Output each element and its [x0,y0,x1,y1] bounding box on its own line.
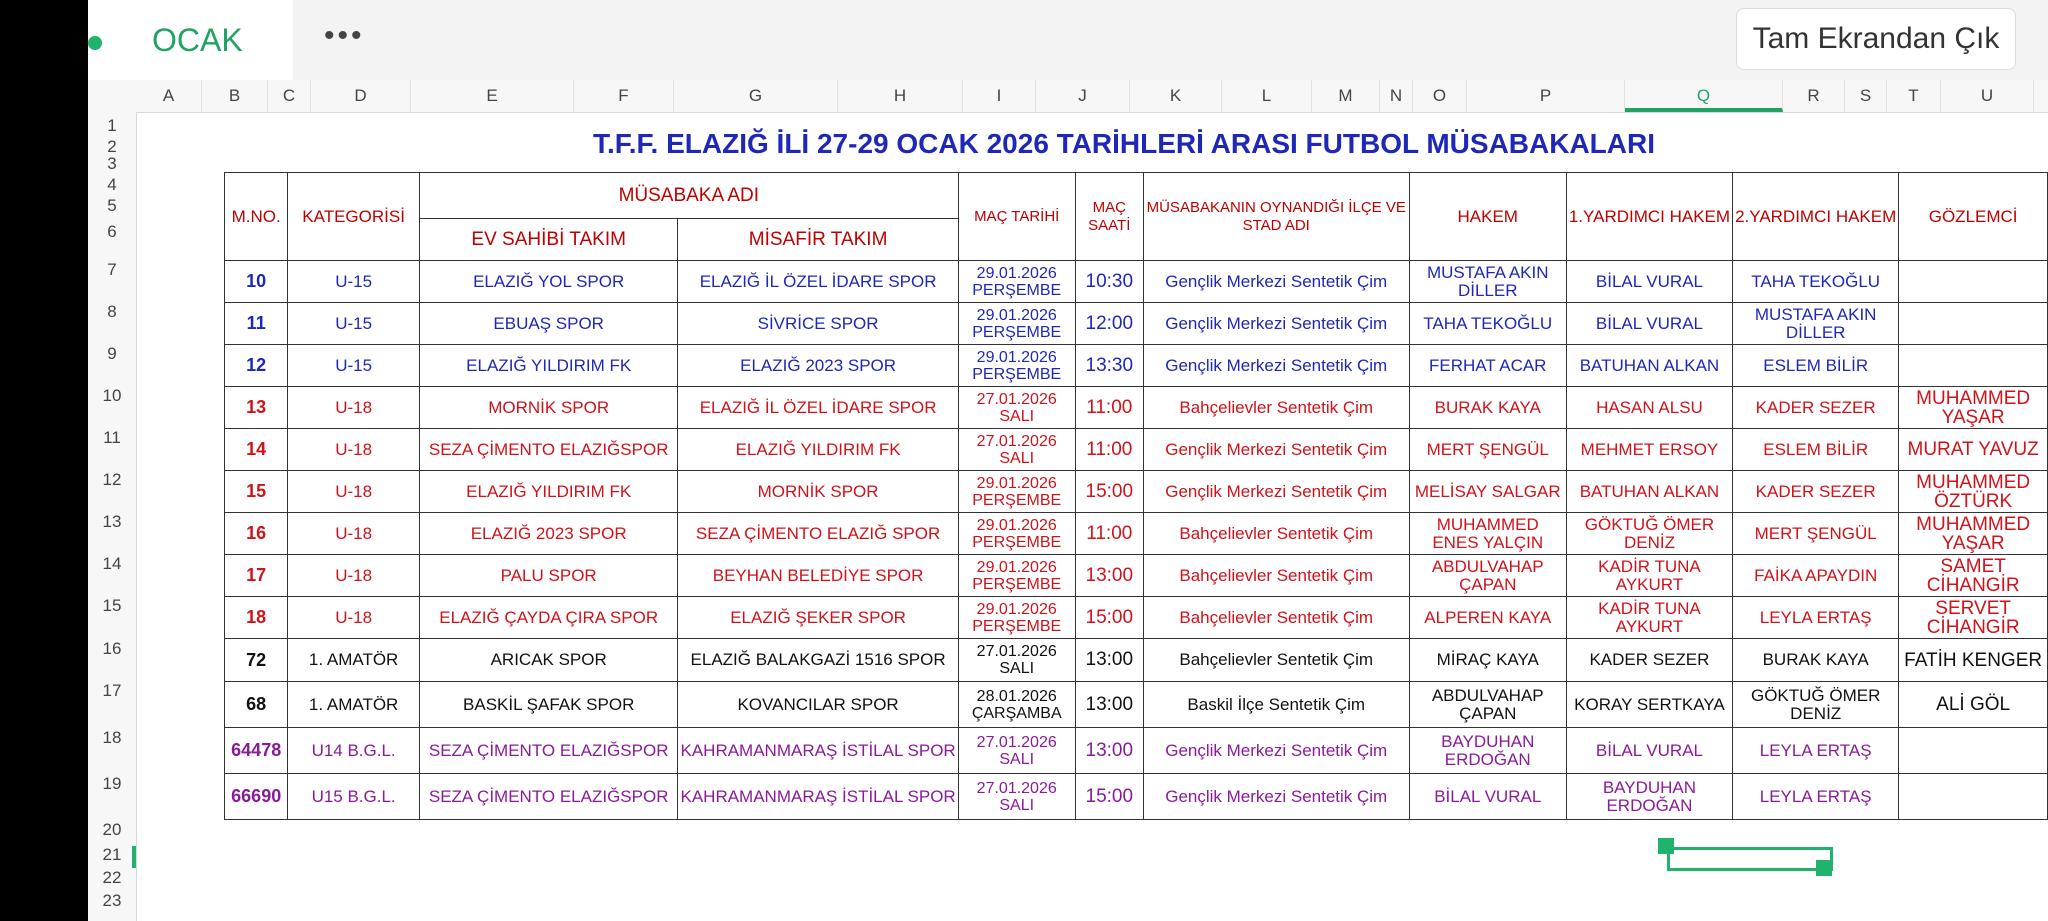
table-row [225,261,2048,303]
column-header-a[interactable]: A [136,80,202,112]
cell-match-no[interactable]: 14 [225,429,288,471]
cell-assistant-1[interactable]: KORAY SERTKAYA [1566,682,1732,728]
row-header-6[interactable]: 6 [107,222,117,241]
cell-match-no[interactable]: 68 [225,682,288,728]
cell-home-team[interactable]: BASKİL ŞAFAK SPOR [419,682,678,728]
cell-match-date[interactable]: 29.01.2026 PERŞEMBE [958,345,1075,387]
cell-category[interactable]: U-18 [288,513,420,555]
cell-match-date[interactable]: 27.01.2026 SALI [958,774,1075,820]
cell-home-team[interactable]: SEZA ÇİMENTO ELAZIĞSPOR [419,728,678,774]
cell-referee[interactable]: FERHAT ACAR [1409,345,1566,387]
active-row-marker [132,846,136,868]
cell-away-team[interactable]: MORNİK SPOR [678,471,958,513]
cell-match-no[interactable]: 10 [225,261,288,303]
header-assistant-1[interactable]: 1.YARDIMCI HAKEM [1566,173,1732,261]
cell-assistant-1[interactable]: KADER SEZER [1566,639,1732,682]
table-row [225,728,2048,774]
row-header-15[interactable]: 15 [102,596,122,615]
cell-away-team[interactable]: BEYHAN BELEDİYE SPOR [678,555,958,597]
active-sheet-dot-icon [88,36,102,50]
cell-match-time[interactable]: 12:00 [1075,303,1143,345]
cell-assistant-1[interactable]: MEHMET ERSOY [1566,429,1732,471]
spreadsheet-app [88,0,2048,921]
cell-home-team[interactable]: ELAZIĞ ÇAYDA ÇIRA SPOR [419,597,678,639]
cell-observer[interactable]: ALİ GÖL [1899,682,2048,728]
column-header-r[interactable]: R [1783,80,1845,112]
cell-home-team[interactable]: ARICAK SPOR [419,639,678,682]
row-header-23[interactable]: 23 [102,891,122,910]
row-header-17[interactable]: 17 [102,681,122,700]
row-header-20[interactable]: 20 [102,820,122,839]
cell-match-no[interactable]: 11 [225,303,288,345]
cell-venue[interactable]: Gençlik Merkezi Sentetik Çim [1143,261,1409,303]
cell-match-no[interactable]: 12 [225,345,288,387]
row-header-13[interactable]: 13 [102,512,122,531]
cell-referee[interactable]: MUSTAFA AKIN DİLLER [1409,261,1566,303]
cell-match-date[interactable]: 29.01.2026 PERŞEMBE [958,513,1075,555]
table-row [225,429,2048,471]
row-header-8[interactable]: 8 [107,302,117,321]
cell-venue[interactable]: Gençlik Merkezi Sentetik Çim [1143,345,1409,387]
selection-handle-top-left[interactable] [1658,838,1674,854]
row-header-3[interactable]: 3 [107,154,117,173]
cell-venue[interactable]: Bahçelievler Sentetik Çim [1143,555,1409,597]
table-row [225,639,2048,682]
selection-handle-bottom-right[interactable] [1816,860,1832,876]
table-row [225,774,2048,820]
cell-assistant-2[interactable]: BURAK KAYA [1733,639,1899,682]
cell-away-team[interactable]: KAHRAMANMARAŞ İSTİLAL SPOR [678,774,958,820]
cell-match-no[interactable]: 72 [225,639,288,682]
cell-assistant-1[interactable]: BİLAL VURAL [1566,728,1732,774]
cell-referee[interactable]: ALPEREN KAYA [1409,597,1566,639]
cell-away-team[interactable]: SİVRİCE SPOR [678,303,958,345]
cell-category[interactable]: U-15 [288,303,420,345]
row-header-10[interactable]: 10 [102,386,122,405]
cell-match-no[interactable]: 18 [225,597,288,639]
cell-match-time[interactable]: 15:00 [1075,471,1143,513]
row-header-16[interactable]: 16 [102,639,122,658]
cell-assistant-2[interactable]: LEYLA ERTAŞ [1733,774,1899,820]
cell-assistant-1[interactable]: HASAN ALSU [1566,387,1732,429]
cell-away-team[interactable]: ELAZIĞ YILDIRIM FK [678,429,958,471]
cell-away-team[interactable]: KAHRAMANMARAŞ İSTİLAL SPOR [678,728,958,774]
column-header-o[interactable]: O [1413,80,1467,112]
cell-home-team[interactable]: MORNİK SPOR [419,387,678,429]
cell-referee[interactable]: MERT ŞENGÜL [1409,429,1566,471]
cell-away-team[interactable]: ELAZIĞ ŞEKER SPOR [678,597,958,639]
cell-assistant-1[interactable]: GÖKTUĞ ÖMER DENİZ [1566,513,1732,555]
cell-category[interactable]: U-18 [288,429,420,471]
cell-home-team[interactable]: ELAZIĞ 2023 SPOR [419,513,678,555]
cell-observer[interactable]: MUHAMMED ÖZTÜRK [1899,471,2048,513]
match-table [224,172,2048,820]
row-header-1[interactable]: 1 [107,116,117,135]
row-header-7[interactable]: 7 [107,260,117,279]
cell-match-time[interactable]: 13:00 [1075,682,1143,728]
cell-match-date[interactable]: 29.01.2026 PERŞEMBE [958,555,1075,597]
cell-category[interactable]: 1. AMATÖR [288,682,420,728]
cell-venue[interactable]: Bahçelievler Sentetik Çim [1143,513,1409,555]
cell-match-time[interactable]: 11:00 [1075,387,1143,429]
cell-referee[interactable]: BAYDUHAN ERDOĞAN [1409,728,1566,774]
cell-assistant-2[interactable]: MERT ŞENGÜL [1733,513,1899,555]
cell-match-no[interactable]: 15 [225,471,288,513]
row-header-11[interactable]: 11 [103,428,121,447]
cell-assistant-2[interactable]: MUSTAFA AKIN DİLLER [1733,303,1899,345]
column-header-t[interactable]: T [1887,80,1941,112]
cell-match-date[interactable]: 27.01.2026 SALI [958,639,1075,682]
header-match-date[interactable]: MAÇ TARİHİ [958,173,1075,261]
cell-referee[interactable]: BİLAL VURAL [1409,774,1566,820]
row-header-12[interactable]: 12 [102,470,122,489]
cell-category[interactable]: U-15 [288,345,420,387]
cell-home-team[interactable]: PALU SPOR [419,555,678,597]
column-header-n[interactable]: N [1380,80,1413,112]
cell-away-team[interactable]: ELAZIĞ İL ÖZEL İDARE SPOR [678,387,958,429]
cell-venue[interactable]: Baskil İlçe Sentetik Çim [1143,682,1409,728]
cell-referee[interactable]: TAHA TEKOĞLU [1409,303,1566,345]
column-header-c[interactable]: C [268,80,311,112]
cell-home-team[interactable]: SEZA ÇİMENTO ELAZIĞSPOR [419,429,678,471]
column-header-e[interactable]: E [411,80,574,112]
row-header-4[interactable]: 4 [107,175,117,194]
cell-home-team[interactable]: ELAZIĞ YILDIRIM FK [419,471,678,513]
cell-category[interactable]: 1. AMATÖR [288,639,420,682]
column-header-k[interactable]: K [1130,80,1222,112]
cell-observer[interactable]: MURAT YAVUZ [1899,429,2048,471]
cell-category[interactable]: U15 B.G.L. [288,774,420,820]
column-header-h[interactable]: H [838,80,963,112]
cell-observer[interactable]: MUHAMMED YAŞAR [1899,387,2048,429]
cell-observer[interactable]: FATİH KENGER [1899,639,2048,682]
header-assistant-2[interactable]: 2.YARDIMCI HAKEM [1733,173,1899,261]
table-row [225,597,2048,639]
table-row [225,303,2048,345]
cell-match-time[interactable]: 13:30 [1075,345,1143,387]
cell-away-team[interactable]: ELAZIĞ BALAKGAZİ 1516 SPOR [678,639,958,682]
header-match-time[interactable]: MAÇ SAATİ [1075,173,1143,261]
cell-match-time[interactable]: 11:00 [1075,429,1143,471]
cell-venue[interactable]: Bahçelievler Sentetik Çim [1143,639,1409,682]
cell-observer[interactable] [1899,303,2048,345]
cell-assistant-1[interactable]: BİLAL VURAL [1566,303,1732,345]
cell-referee[interactable]: MUHAMMED ENES YALÇIN [1409,513,1566,555]
cell-observer[interactable] [1899,774,2048,820]
cell-match-date[interactable]: 27.01.2026 SALI [958,387,1075,429]
cell-match-time[interactable]: 11:00 [1075,513,1143,555]
cell-referee[interactable]: ABDULVAHAP ÇAPAN [1409,682,1566,728]
column-header-s[interactable]: S [1845,80,1887,112]
cell-away-team[interactable]: ELAZIĞ İL ÖZEL İDARE SPOR [678,261,958,303]
cell-match-date[interactable]: 29.01.2026 PERŞEMBE [958,303,1075,345]
table-row [225,345,2048,387]
header-mno[interactable]: M.NO. [225,173,288,261]
cell-match-time[interactable]: 10:30 [1075,261,1143,303]
cell-referee[interactable]: ABDULVAHAP ÇAPAN [1409,555,1566,597]
cell-venue[interactable]: Gençlik Merkezi Sentetik Çim [1143,774,1409,820]
column-header-p[interactable]: P [1467,80,1625,112]
cell-category[interactable]: U-18 [288,555,420,597]
row-header-14[interactable]: 14 [102,554,122,573]
row-header-19[interactable]: 19 [102,774,122,793]
column-header-b[interactable]: B [202,80,268,112]
table-row [225,471,2048,513]
column-headers [88,80,2048,113]
row-header-18[interactable]: 18 [102,728,122,747]
table-row [225,387,2048,429]
cell-assistant-1[interactable]: BATUHAN ALKAN [1566,345,1732,387]
column-header-f[interactable]: F [574,80,674,112]
cell-referee[interactable]: MİRAÇ KAYA [1409,639,1566,682]
cell-assistant-2[interactable]: GÖKTUĞ ÖMER DENİZ [1733,682,1899,728]
table-row [225,555,2048,597]
cell-venue[interactable]: Bahçelievler Sentetik Çim [1143,597,1409,639]
cell-venue[interactable]: Gençlik Merkezi Sentetik Çim [1143,429,1409,471]
cell-category[interactable]: U-15 [288,261,420,303]
row-header-22[interactable]: 22 [102,868,122,887]
cell-home-team[interactable]: ELAZIĞ YOL SPOR [419,261,678,303]
cell-match-no[interactable]: 17 [225,555,288,597]
sheet-tab-name: OCAK [152,22,243,58]
sheet-title[interactable]: T.F.F. ELAZIĞ İLİ 27-29 OCAK 2026 TARİHLERİ ARASI FUTBOL MÜSABAKALARI [592,128,1656,159]
cell-match-no[interactable]: 13 [225,387,288,429]
cell-home-team[interactable]: SEZA ÇİMENTO ELAZIĞSPOR [419,774,678,820]
header-match-name[interactable]: MÜSABAKA ADI [419,173,958,219]
cell-match-time[interactable]: 15:00 [1075,774,1143,820]
cell-match-date[interactable]: 29.01.2026 PERŞEMBE [958,261,1075,303]
cell-category[interactable]: U-18 [288,471,420,513]
column-header-l[interactable]: L [1222,80,1312,112]
cell-assistant-1[interactable]: KADİR TUNA AYKURT [1566,555,1732,597]
header-referee[interactable]: HAKEM [1409,173,1566,261]
column-header-q[interactable]: Q [1625,80,1783,112]
cell-referee[interactable]: MELİSAY SALGAR [1409,471,1566,513]
column-header-m[interactable]: M [1312,80,1380,112]
sheet-tab[interactable] [88,0,293,80]
cell-observer[interactable]: MUHAMMED YAŞAR [1899,513,2048,555]
row-header-5[interactable]: 5 [107,196,117,215]
cell-assistant-1[interactable]: BİLAL VURAL [1566,261,1732,303]
cell-match-no[interactable]: 66690 [225,774,288,820]
column-header-j[interactable]: J [1036,80,1130,112]
cell-category[interactable]: U-18 [288,387,420,429]
row-header-2[interactable]: 2 [107,137,117,156]
cell-away-team[interactable]: SEZA ÇİMENTO ELAZIĞ SPOR [678,513,958,555]
cell-assistant-2[interactable]: TAHA TEKOĞLU [1733,261,1899,303]
table-row [225,682,2048,728]
cell-home-team[interactable]: EBUAŞ SPOR [419,303,678,345]
cell-away-team[interactable]: ELAZIĞ 2023 SPOR [678,345,958,387]
cell-venue[interactable]: Bahçelievler Sentetik Çim [1143,387,1409,429]
cell-assistant-1[interactable]: BAYDUHAN ERDOĞAN [1566,774,1732,820]
row-header-21[interactable]: 21 [102,845,122,864]
cell-observer[interactable] [1899,261,2048,303]
column-header-u[interactable]: U [1941,80,2034,112]
cell-assistant-1[interactable]: BATUHAN ALKAN [1566,471,1732,513]
cell-venue[interactable]: Gençlik Merkezi Sentetik Çim [1143,728,1409,774]
cell-match-time[interactable]: 13:00 [1075,728,1143,774]
header-observer[interactable]: GÖZLEMCİ [1899,173,2048,261]
table-row [225,513,2048,555]
cell-venue[interactable]: Gençlik Merkezi Sentetik Çim [1143,303,1409,345]
cell-match-no[interactable]: 16 [225,513,288,555]
top-bar [88,0,2048,80]
cell-observer[interactable]: SERVET CİHANGİR [1899,597,2048,639]
cell-assistant-2[interactable]: LEYLA ERTAŞ [1733,728,1899,774]
cell-match-date[interactable]: 27.01.2026 SALI [958,728,1075,774]
column-header-i[interactable]: I [963,80,1036,112]
row-headers [88,112,137,921]
cell-referee[interactable]: BURAK KAYA [1409,387,1566,429]
cell-assistant-2[interactable]: FAİKA APAYDIN [1733,555,1899,597]
cell-match-date[interactable]: 29.01.2026 PERŞEMBE [958,471,1075,513]
row-header-9[interactable]: 9 [107,344,117,363]
cell-match-time[interactable]: 15:00 [1075,597,1143,639]
cell-assistant-1[interactable]: KADİR TUNA AYKURT [1566,597,1732,639]
cell-category[interactable]: U14 B.G.L. [288,728,420,774]
cell-assistant-2[interactable]: ESLEM BİLİR [1733,429,1899,471]
cell-match-no[interactable]: 64478 [225,728,288,774]
cell-observer[interactable] [1899,345,2048,387]
header-home-team[interactable]: EV SAHİBİ TAKIM [419,219,678,261]
cell-observer[interactable]: SAMET CİHANGİR [1899,555,2048,597]
cell-match-date[interactable]: 27.01.2026 SALI [958,429,1075,471]
cell-match-date[interactable]: 28.01.2026 ÇARŞAMBA [958,682,1075,728]
header-away-team[interactable]: MİSAFİR TAKIM [678,219,958,261]
header-venue[interactable]: MÜSABAKANIN OYNANDIĞI İLÇE VE STAD ADI [1143,173,1409,261]
cell-observer[interactable] [1899,728,2048,774]
cell-away-team[interactable]: KOVANCILAR SPOR [678,682,958,728]
exit-fullscreen-button[interactable]: Tam Ekrandan Çık [1736,8,2016,70]
more-options-icon[interactable]: ••• [324,19,365,52]
cell-venue[interactable]: Gençlik Merkezi Sentetik Çim [1143,471,1409,513]
cell-match-time[interactable]: 13:00 [1075,555,1143,597]
cell-match-date[interactable]: 29.01.2026 PERŞEMBE [958,597,1075,639]
column-header-d[interactable]: D [311,80,411,112]
cell-assistant-2[interactable]: KADER SEZER [1733,471,1899,513]
column-header-g[interactable]: G [674,80,838,112]
cell-category[interactable]: U-18 [288,597,420,639]
cell-assistant-2[interactable]: ESLEM BİLİR [1733,345,1899,387]
cell-home-team[interactable]: ELAZIĞ YILDIRIM FK [419,345,678,387]
header-category[interactable]: KATEGORİSİ [288,173,420,261]
cell-assistant-2[interactable]: KADER SEZER [1733,387,1899,429]
cell-assistant-2[interactable]: LEYLA ERTAŞ [1733,597,1899,639]
cell-match-time[interactable]: 13:00 [1075,639,1143,682]
cell-selection[interactable] [1667,847,1833,871]
